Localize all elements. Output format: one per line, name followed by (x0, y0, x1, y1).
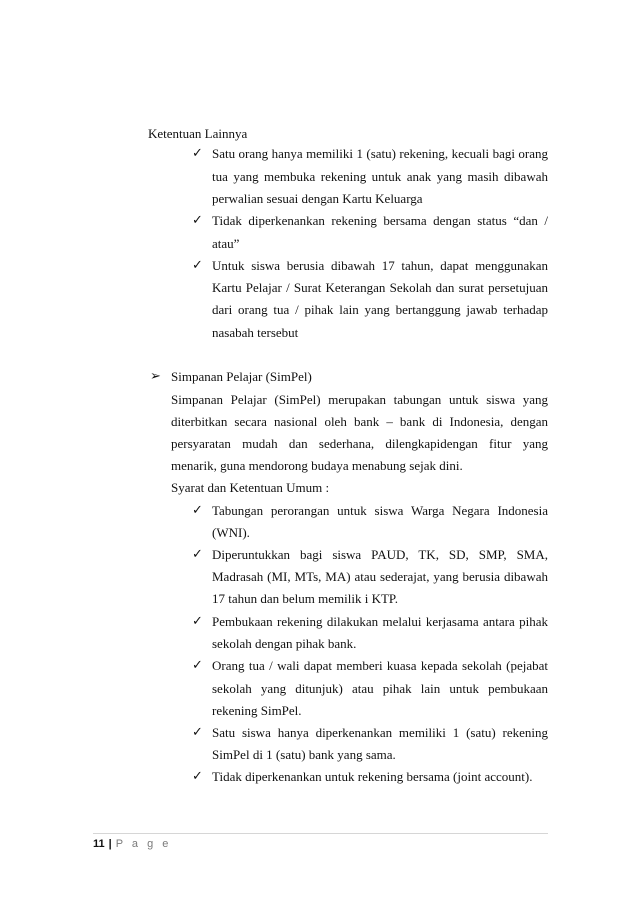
check-mark-icon: ✓ (192, 614, 203, 629)
section-heading: Ketentuan Lainnya (148, 126, 248, 141)
paragraph-line: menarik, guna mendorong budaya menabung sejak dini. (171, 458, 463, 473)
paragraph-line: Simpanan Pelajar (SimPel) merupakan tabungan untuk siswa yang (171, 392, 548, 407)
list-item-line: tua yang membuka rekening untuk anak yang masih dibawah (212, 169, 548, 184)
paragraph-line: persyaratan mudah dan sederhana, dilengkapidengan fitur yang (171, 436, 548, 451)
list-item-line: Tabungan perorangan untuk siswa Warga Negara Indonesia (212, 503, 548, 518)
list-item-line: sekolah yang ditunjuk) atau pihak lain untuk pembukaan (212, 681, 548, 696)
list-item-line: SimPel di 1 (satu) bank yang sama. (212, 747, 396, 762)
list-item-line: Untuk siswa berusia dibawah 17 tahun, dapat menggunakan (212, 258, 548, 273)
subheading: Syarat dan Ketentuan Umum : (171, 480, 330, 495)
page-footer (93, 837, 171, 851)
check-mark-icon: ✓ (192, 146, 203, 161)
list-item-line: nasabah tersebut (212, 325, 299, 340)
list-item-line: rekening SimPel. (212, 703, 302, 718)
list-item-line: Pembukaan rekening dilakukan melalui kerjasama antara pihak (212, 614, 548, 629)
list-item-line: Madrasah (MI, MTs, MA) atau sederajat, yang berusia dibawah (212, 569, 548, 584)
footer-divider (93, 833, 548, 834)
check-mark-icon: ✓ (192, 725, 203, 740)
footer-separator: | (108, 838, 112, 850)
list-item-line: Satu siswa hanya diperkenankan memiliki 1 (satu) rekening (212, 725, 548, 740)
check-mark-icon: ✓ (192, 258, 203, 273)
list-item-line: Diperuntukkan bagi siswa PAUD, TK, SD, SMP, SMA, (212, 547, 548, 562)
list-item-line: 17 tahun dan belum memilik i KTP. (212, 591, 398, 606)
page-number: 11 (93, 838, 105, 850)
list-item-line: perwalian sesuai dengan Kartu Keluarga (212, 191, 423, 206)
list-item-line: sekolah dengan pihak bank. (212, 636, 357, 651)
paragraph-line: diterbitkan secara nasional oleh bank – bank di Indonesia, dengan (171, 414, 548, 429)
list-item-line: Orang tua / wali dapat memberi kuasa kepada sekolah (pejabat (212, 658, 548, 673)
arrowhead-icon: ➢ (150, 369, 161, 384)
list-item-line: Tidak diperkenankan untuk rekening bersama (joint account). (212, 769, 533, 784)
list-item-line: Tidak diperkenankan rekening bersama dengan status “dan / (212, 213, 548, 228)
check-mark-icon: ✓ (192, 503, 203, 518)
page-label: P a g e (115, 838, 172, 850)
check-mark-icon: ✓ (192, 213, 203, 228)
check-mark-icon: ✓ (192, 769, 203, 784)
list-item-line: dari orang tua / pihak lain yang bertanggung jawab terhadap (212, 302, 548, 317)
check-mark-icon: ✓ (192, 547, 203, 562)
check-mark-icon: ✓ (192, 658, 203, 673)
list-item-line: Satu orang hanya memiliki 1 (satu) rekening, kecuali bagi orang (212, 146, 548, 161)
list-item-line: atau” (212, 236, 240, 251)
list-item-line: Kartu Pelajar / Surat Keterangan Sekolah dan surat persetujuan (212, 280, 548, 295)
section-heading: Simpanan Pelajar (SimPel) (171, 369, 312, 384)
list-item-line: (WNI). (212, 525, 250, 540)
